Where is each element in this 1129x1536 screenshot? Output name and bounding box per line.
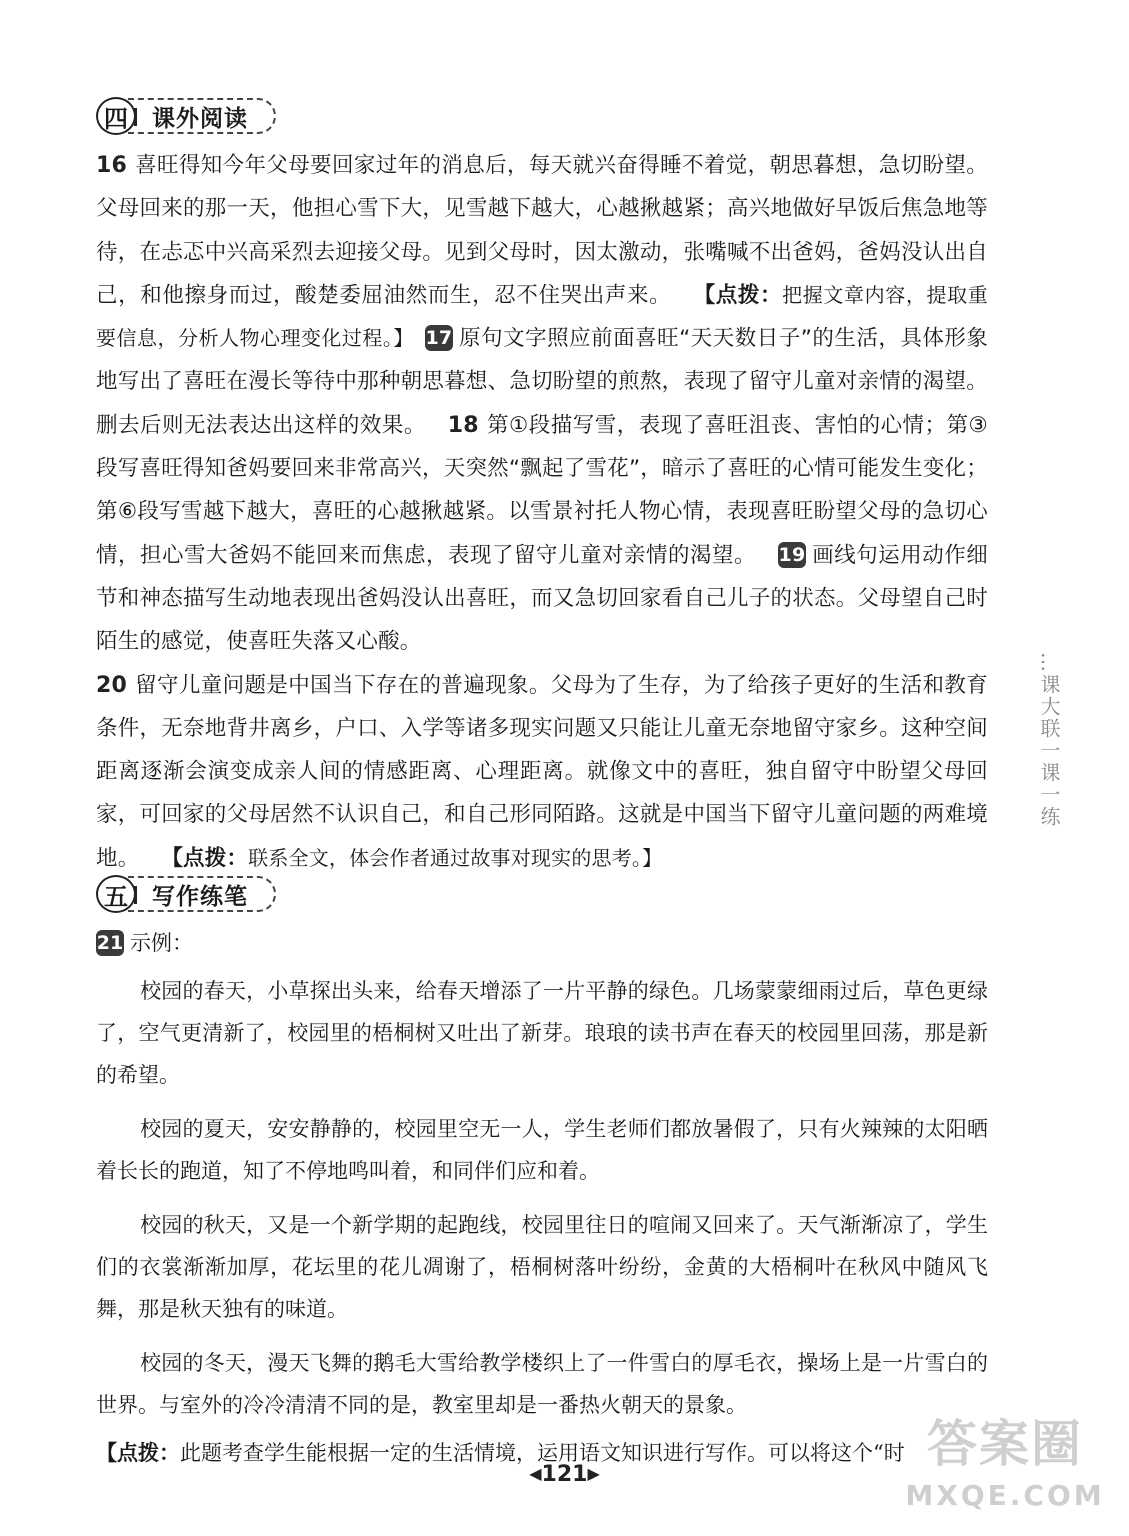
section-header-five <box>96 874 276 914</box>
tip-text-16: 把握文章内容，提取重要信息，分析人物心理变化过程。】 <box>96 282 988 351</box>
answer-21-essay <box>96 922 988 1486</box>
section-title: 写作练笔 <box>128 876 276 912</box>
tip-text-21: 此题考查学生能根据一定的生活情境，运用语文知识进行写作。可以将这个“时 <box>180 1441 905 1465</box>
section-number: 五 <box>96 875 136 913</box>
answer-number-18: 18 <box>447 412 479 438</box>
essay-intro <box>96 922 988 964</box>
page-number-text: 121 <box>541 1462 588 1487</box>
answer-17-text: 原句文字照应前面喜旺“天天数日子”的生活，具体形象地写出了喜旺在漫长等待中那种朝思暮想、急切盼望的煎熬，表现了留守儿童对亲情的渴望。删去后则无法表达出这样的效果。 <box>96 326 989 438</box>
triangle-left-icon: ◀ <box>529 1464 542 1483</box>
answer-number-16: 16 <box>96 153 128 178</box>
section-title: 课外阅读 <box>128 98 276 134</box>
essay-paragraph-summer: 校园的夏天，安安静静的，校园里空无一人，学生老师们都放暑假了，只有火辣辣的太阳晒着长长的跑道，知了不停地鸣叫着，和同伴们应和着。 <box>96 1117 988 1183</box>
answer-number-21: 21 <box>96 932 124 954</box>
answer-number-19: 19 <box>778 543 806 566</box>
watermark-glyphs: 答案圈 <box>927 1415 1083 1473</box>
answer-18-text: 第①段描写雪，表现了喜旺沮丧、害怕的心情；第③段写喜旺得知爸妈要回来非常高兴，天突然“飘起了雪花”，暗示了喜旺的心情可能发生变化；第⑥段写雪越下越大，喜旺的心越揪越紧。以雪景衬托人物心情，表现喜旺盼望父母的急切心情，担心雪大爸妈不能回来而焦虑，表现了留守儿童对亲情的渴望。 <box>96 412 988 568</box>
answer-number-20: 20 <box>96 672 128 698</box>
watermark <box>905 1412 1105 1528</box>
watermark-url: MXQE.COM <box>905 1479 1105 1512</box>
tip-label: 【点拨： <box>161 845 249 871</box>
essay-paragraph-autumn: 校园的秋天，又是一个新学期的起跑线，校园里往日的喧闹又回来了。天气渐渐凉了，学生们的衣裳渐渐加厚，花坛里的花儿凋谢了，梧桐树落叶纷纷，金黄的大梧桐叶在秋风中随风飞舞，那是秋天独有的味道。 <box>96 1213 988 1321</box>
answer-number-17: 17 <box>425 327 453 350</box>
tip-text-20: 联系全文，体会作者通过故事对现实的思考。】 <box>248 845 663 870</box>
essay-paragraph-winter: 校园的冬天，漫天飞舞的鹅毛大雪给教学楼织上了一件雪白的厚毛衣，操场上是一片雪白的世界。与室外的冷冷清清不同的是，教室里却是一番热火朝天的景象。 <box>96 1351 988 1417</box>
essay-intro-text: 示例： <box>130 931 193 955</box>
side-book-title: …课大联一课一练 <box>1037 652 1061 828</box>
section-number: 四 <box>96 97 136 135</box>
essay-paragraph-spring: 校园的春天，小草探出头来，给春天增添了一片平静的绿色。几场蒙蒙细雨过后，草色更绿了，空气更清新了，校园里的梧桐树又吐出了新芽。琅琅的读书声在春天的校园里回荡，那是新的希望。 <box>96 979 988 1087</box>
section-header-four <box>96 96 276 136</box>
answer-20-text: 留守儿童问题是中国当下存在的普遍现象。父母为了生存，为了给孩子更好的生活和教育条件，无奈地背井离乡，户口、入学等诸多现实问题又只能让儿童无奈地留守家乡。这种空间距离逐渐会演变成亲人间的情感距离、心理距离。就像文中的喜旺，独自留守中盼望父母回家，可回家的父母居然不认识自己，和自己形同陌路。这就是中国当下留守儿童问题的两难境地。 <box>96 672 988 871</box>
tip-label: 【点拨： <box>693 282 783 308</box>
triangle-right-icon: ▶ <box>587 1464 600 1483</box>
tip-label: 【点拨： <box>96 1440 180 1465</box>
answers-16-20 <box>96 144 988 880</box>
answer-19-text: 画线句运用动作细节和神态描写生动地表现出爸妈没认出喜旺，而又急切回家看自己儿子的状态。父母望自己时陌生的感觉，使喜旺失落又心酸。 <box>96 542 988 655</box>
answer-16-text: 喜旺得知今年父母要回家过年的消息后，每天就兴奋得睡不着觉，朝思暮想，急切盼望。父母回来的那一天，他担心雪下大，见雪越下越大，心越揪越紧；高兴地做好早饭后焦急地等待，在忐忑中兴高采烈去迎接父母。见到父母时，因太激动，张嘴喊不出爸妈，爸妈没认出自己，和他擦身而过，酸楚委屈油然而生，忍不住哭出声来。 <box>96 153 988 308</box>
